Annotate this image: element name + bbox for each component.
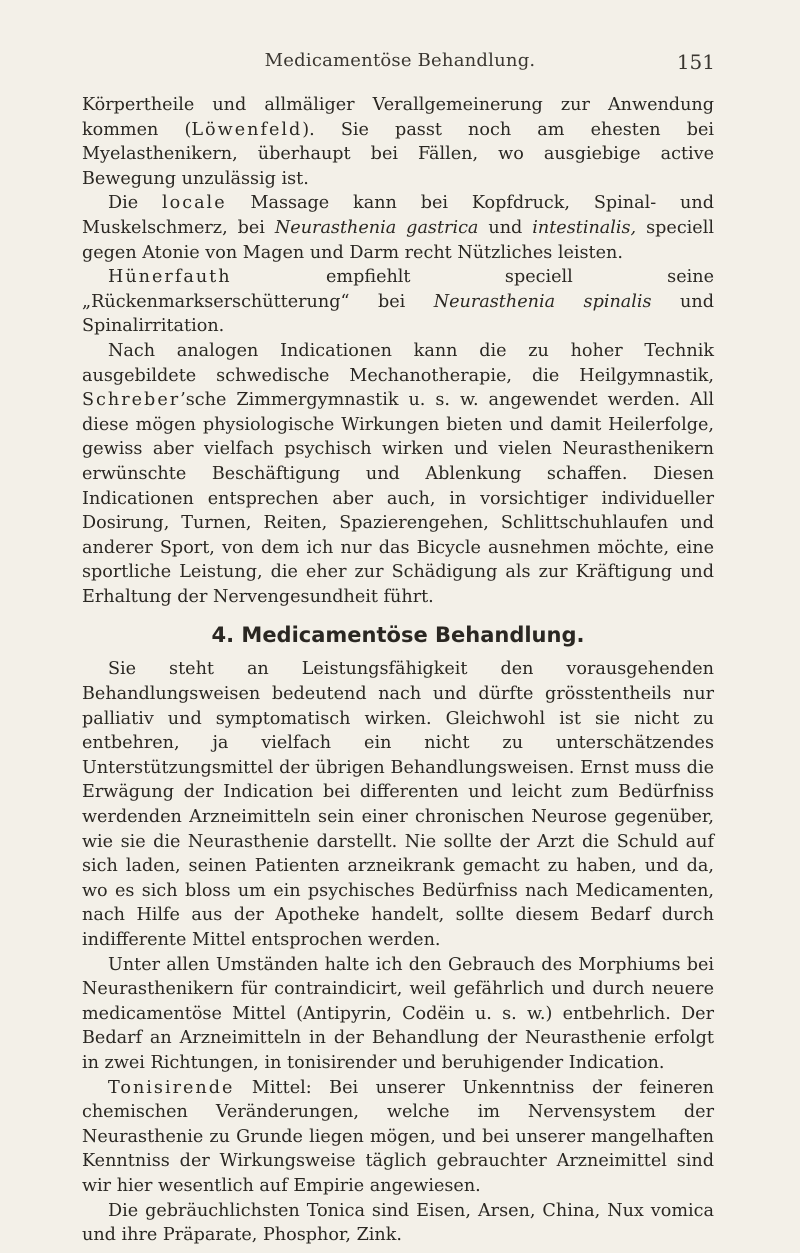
text-run: und Spinalirritation. <box>82 291 714 337</box>
emphasis-spaced: Tonisirende <box>108 1077 235 1098</box>
author-name: Löwenfeld <box>191 119 303 140</box>
paragraph-6: Unter allen Umständen halte ich den Gebrauch des Morphiums bei Neurasthenikern für contraindicirt, weil gefährlich und durch neuere medicamentöse Mittel (Antipyrin, Codëin u. s. w.) entbehrlich. Der Bedarf an Arzneimitteln in der Behandlung der Neurasthenie erfolgt in zwei Richtungen, in tonisirender und beruhigender Indication. <box>82 954 714 1073</box>
paragraph-1 <box>82 93 714 191</box>
emphasis-spaced: locale <box>162 193 227 214</box>
section-heading: 4. Medicamentöse Behandlung. <box>211 623 585 648</box>
paragraph-7 <box>82 1076 714 1199</box>
text-run: Massage kann bei Kopfdruck, Spinal- und Muskelschmerz, bei <box>82 193 714 238</box>
text-run: und <box>478 217 533 238</box>
text-run: empfiehlt speciell seine „Rückenmarkserschütterung“ bei <box>82 267 714 312</box>
text-run: ’sche Zimmergymnastik u. s. w. angewendet werden. All diese mögen physiologische Wirkungen bieten und damit Heilerfolge, gewiss aber vielfach psychisch wirken und vielen Neurasthenikern erwünschte Beschäftigung und Ablenkung schaffen. Diesen Indicationen entsprechen aber auch, in vorsichtiger individueller Dosirung, Turnen, Reiten, Spazierengehen, Schlittschuhlaufen und anderer Sport, von dem ich nur das Bicycle ausnehmen möchte, eine sportliche Leistung, die eher zur Schädigung als zur Kräftigung und Erhaltung der Nervengesundheit führt. <box>82 390 714 607</box>
author-name: Schreber <box>82 390 181 411</box>
text-run: Die <box>108 193 162 214</box>
page-number: 151 <box>676 50 715 74</box>
running-title: Medicamentöse Behandlung. <box>264 50 536 71</box>
text-run: Mittel: Bei unserer Unkenntniss der feineren chemischen Veränderungen, welche im Nervensystem der Neurasthenie zu Grunde liegen mögen, und bei unserer mangelhaften Kenntniss der Wirkungsweise täglich gebrauchter Arzneimittel sind wir hier wesentlich auf Empirie angewiesen. <box>82 1077 714 1196</box>
italic-term: intestinalis, <box>532 217 637 238</box>
paragraph-2 <box>82 191 714 265</box>
text-run: Körpertheile und allmäliger Verallgemeinerung zur Anwendung kommen ( <box>82 95 714 140</box>
text-run: Nach analogen Indicationen kann die zu hoher Technik ausgebildete schwedische Mechanotherapie, die Heilgymnastik, <box>82 340 714 386</box>
body-text <box>82 93 714 1248</box>
author-name: Hünerfauth <box>108 267 232 288</box>
text-run: ). Sie passt noch am ehesten bei Myelasthenikern, überhaupt bei Fällen, wo ausgiebige active Bewegung unzulässig ist. <box>82 119 715 189</box>
paragraph-4 <box>82 339 714 610</box>
paragraph-5: Sie steht an Leistungsfähigkeit den vorausgehenden Behandlungsweisen bedeutend nach und dürfte grösstentheils nur palliativ und symptomatisch wirken. Gleichwohl ist sie nicht zu entbehren, ja vielfach ein nicht zu unterschätzendes Unterstützungsmittel der übrigen Behandlungsweisen. Ernst muss die Erwägung der Indication bei differenten und leicht zum Bedürfniss werdenden Arzneimitteln sein einer chronischen Neurose gegenüber, wie sie die Neurasthenie darstellt. Nie sollte der Arzt die Schuld auf sich laden, seinen Patienten arzneikrank gemacht zu haben, und da, wo es sich bloss um ein psychisches Bedürfniss nach Medicamenten, nach Hilfe aus der Apotheke handelt, sollte diesem Bedarf durch indifferente Mittel entsprochen werden. <box>82 659 714 950</box>
paragraph-3 <box>82 265 714 339</box>
paragraph-8: Die gebräuchlichsten Tonica sind Eisen, Arsen, China, Nux vomica und ihre Präparate, Phosphor, Zink. <box>82 1200 714 1246</box>
italic-term: Neurasthenia spinalis <box>433 291 652 312</box>
page-header <box>0 50 800 80</box>
italic-term: Neurasthenia gastrica <box>274 217 479 238</box>
text-run: speciell gegen Atonie von Magen und Darm recht Nützliches leisten. <box>82 217 714 263</box>
